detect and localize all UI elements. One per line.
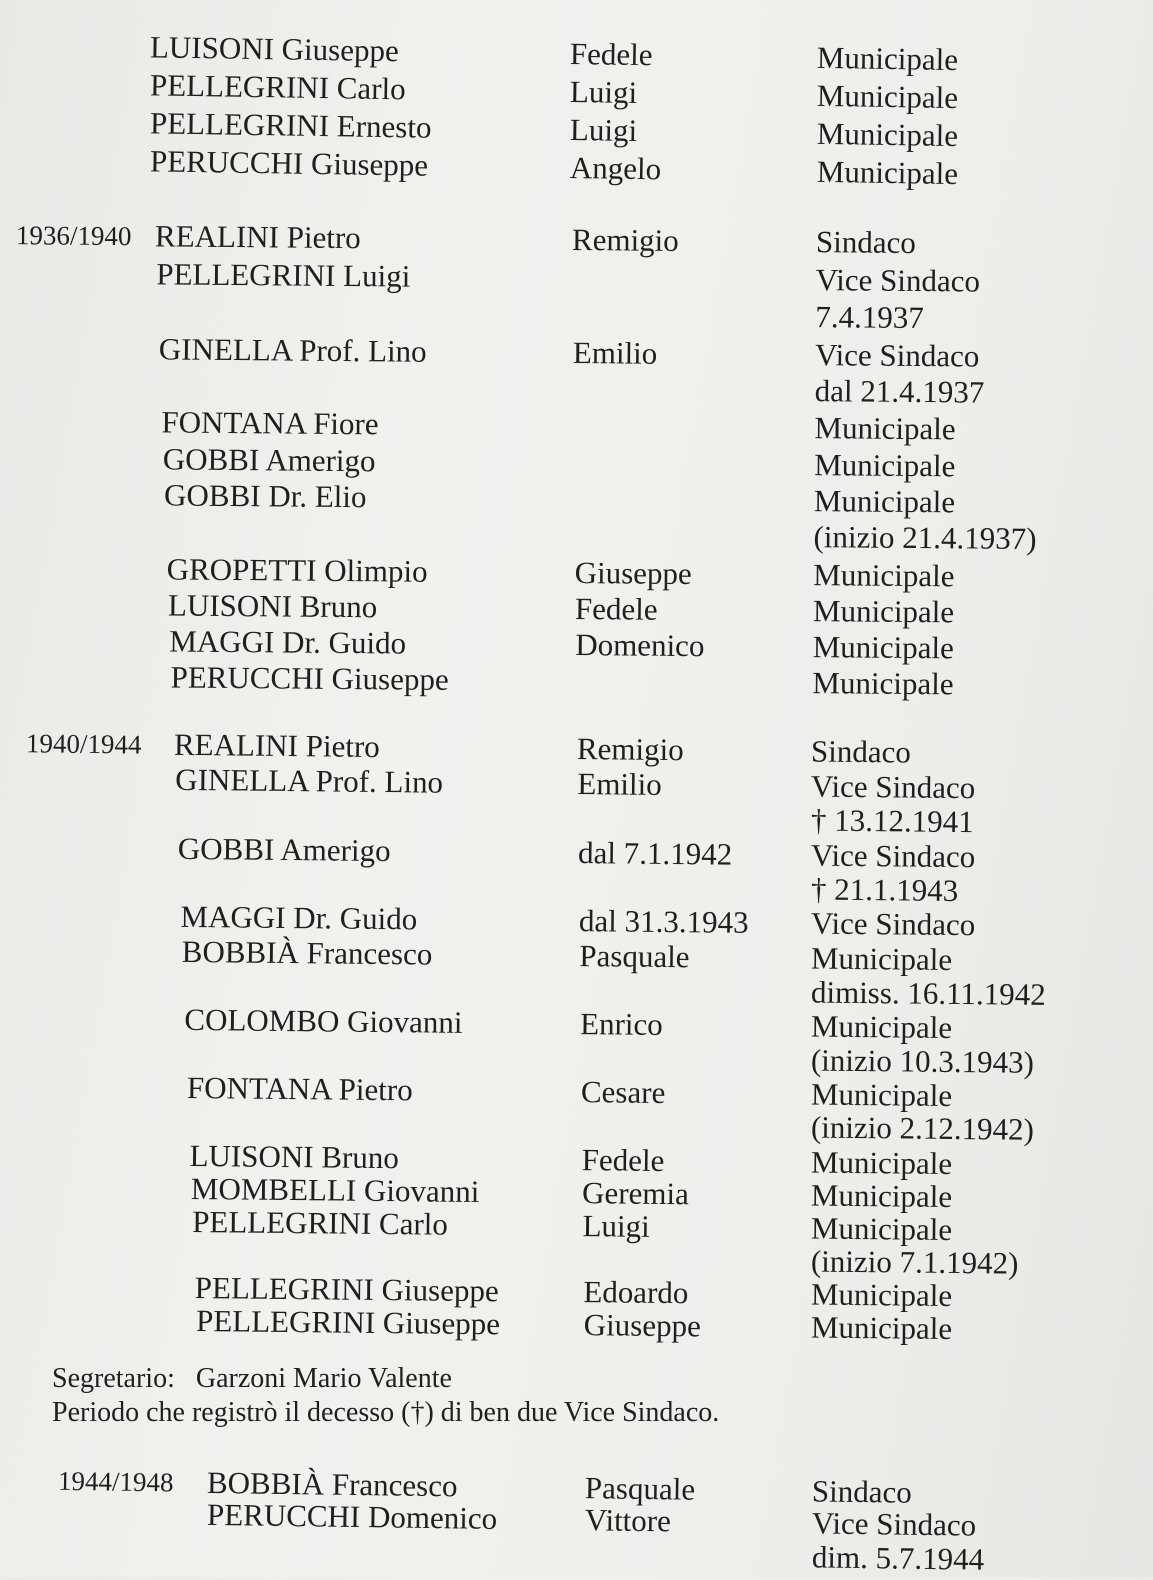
father-name: dal 7.1.1942: [577, 835, 733, 872]
person-name: REALINI Pietro: [154, 218, 361, 256]
father-name: Emilio: [572, 335, 658, 371]
person-name: PELLEGRINI Carlo: [149, 67, 406, 107]
father-name: Fedele: [569, 35, 653, 73]
person-name: PELLEGRINI Ernesto: [149, 105, 432, 145]
person-name: COLOMBO Giovanni: [184, 1001, 463, 1040]
person-name: PERUCCHI Domenico: [206, 1496, 498, 1536]
father-name: dal 31.3.1943: [578, 903, 749, 940]
father-name: Edoardo: [583, 1274, 689, 1311]
role-label: Sindaco: [815, 224, 916, 260]
role-label: Municipale: [812, 629, 954, 666]
person-name: BOBBIÀ Francesco: [206, 1464, 458, 1504]
person-name: GOBBI Dr. Elio: [163, 477, 367, 515]
secretary-label: Segretario:: [52, 1363, 175, 1394]
person-name: PELLEGRINI Luigi: [156, 256, 411, 294]
role-label: Vice Sindaco: [811, 1505, 977, 1543]
person-name: PELLEGRINI Giuseppe: [194, 1270, 499, 1309]
person-name: BOBBIÀ Francesco: [181, 933, 433, 972]
role-label: Municipale: [810, 1144, 953, 1181]
role-label: dal 21.4.1937: [814, 373, 985, 410]
role-label: Vice Sindaco: [814, 337, 980, 374]
role-label: Municipale: [814, 447, 956, 484]
role-label: 7.4.1937: [815, 299, 925, 336]
father-name: Fedele: [574, 591, 658, 627]
person-name: FONTANA Pietro: [186, 1069, 413, 1108]
role-label: Vice Sindaco: [810, 768, 976, 806]
father-name: Giuseppe: [583, 1307, 702, 1344]
role-label: Municipale: [810, 1008, 953, 1045]
person-name: GOBBI Amerigo: [162, 441, 376, 479]
role-label: (inizio 10.3.1943): [810, 1042, 1035, 1080]
person-name: GROPETTI Olimpio: [166, 551, 428, 589]
role-label: † 21.1.1943: [810, 871, 959, 909]
father-name: Luigi: [582, 1208, 650, 1244]
father-name: Vittore: [584, 1502, 672, 1539]
father-name: Pasquale: [579, 938, 690, 975]
role-label: (inizio 21.4.1937): [813, 519, 1037, 557]
role-label: (inizio 2.12.1942): [810, 1109, 1035, 1147]
father-name: Emilio: [577, 766, 662, 802]
role-label: (inizio 7.1.1942): [810, 1243, 1019, 1281]
role-label: Vice Sindaco: [810, 905, 976, 943]
person-name: MAGGI Dr. Guido: [180, 898, 418, 937]
period-label: 1940/1944: [25, 728, 142, 760]
secretary-name: Garzoni Mario Valente: [195, 1363, 452, 1394]
father-name: Luigi: [569, 73, 638, 111]
role-label: Municipale: [810, 1309, 953, 1346]
father-name: Fedele: [581, 1142, 665, 1178]
secretary-line: [52, 1363, 452, 1395]
person-name: LUISONI Giuseppe: [149, 29, 400, 69]
role-label: Sindaco: [811, 1473, 913, 1510]
role-label: Municipale: [816, 39, 959, 78]
father-name: Cesare: [580, 1074, 666, 1110]
role-label: dimiss. 16.11.1942: [810, 974, 1046, 1012]
role-label: Municipale: [816, 153, 959, 192]
father-name: Angelo: [569, 149, 662, 187]
person-name: GOBBI Amerigo: [177, 830, 391, 869]
role-label: Municipale: [810, 1076, 953, 1113]
period-label: 1936/1940: [15, 220, 132, 252]
person-name: GINELLA Prof. Lino: [158, 331, 427, 369]
role-label: Municipale: [810, 940, 953, 977]
role-label: Municipale: [812, 593, 955, 630]
father-name: Remigio: [576, 731, 684, 768]
father-name: Giuseppe: [574, 555, 692, 592]
role-label: Municipale: [813, 557, 955, 594]
role-label: Municipale: [810, 1276, 953, 1313]
father-name: Luigi: [569, 111, 638, 149]
role-label: Vice Sindaco: [810, 837, 976, 875]
role-label: Municipale: [812, 665, 954, 702]
role-label: Municipale: [814, 410, 956, 447]
role-label: † 13.12.1941: [810, 802, 974, 840]
person-name: PERUCCHI Giuseppe: [149, 143, 429, 183]
person-name: LUISONI Bruno: [189, 1137, 400, 1176]
role-label: Municipale: [816, 77, 959, 116]
person-name: REALINI Pietro: [173, 726, 380, 764]
period-label: 1944/1948: [57, 1465, 174, 1498]
role-label: Municipale: [816, 115, 959, 154]
person-name: PERUCCHI Giuseppe: [170, 659, 449, 697]
person-name: MAGGI Dr. Guido: [169, 623, 407, 661]
role-label: Sindaco: [810, 733, 912, 770]
person-name: PELLEGRINI Giuseppe: [195, 1303, 501, 1342]
secretary-remark: Periodo che registrò il decesso (†) di ben due Vice Sindaco.: [52, 1397, 720, 1428]
person-name: MOMBELLI Giovanni: [190, 1171, 480, 1210]
father-name: Pasquale: [584, 1470, 696, 1507]
role-label: Municipale: [810, 1177, 953, 1214]
father-name: Enrico: [579, 1006, 663, 1042]
person-name: FONTANA Fiore: [161, 404, 379, 442]
person-name: LUISONI Bruno: [167, 587, 378, 625]
father-name: Geremia: [581, 1175, 690, 1212]
role-label: Vice Sindaco: [815, 262, 981, 299]
role-label: dim. 5.7.1944: [811, 1539, 985, 1577]
father-name: Domenico: [575, 627, 705, 664]
father-name: Remigio: [571, 221, 679, 258]
person-name: PELLEGRINI Carlo: [191, 1204, 449, 1242]
person-name: GINELLA Prof. Lino: [175, 761, 444, 800]
role-label: Municipale: [810, 1210, 953, 1247]
role-label: Municipale: [813, 483, 956, 520]
